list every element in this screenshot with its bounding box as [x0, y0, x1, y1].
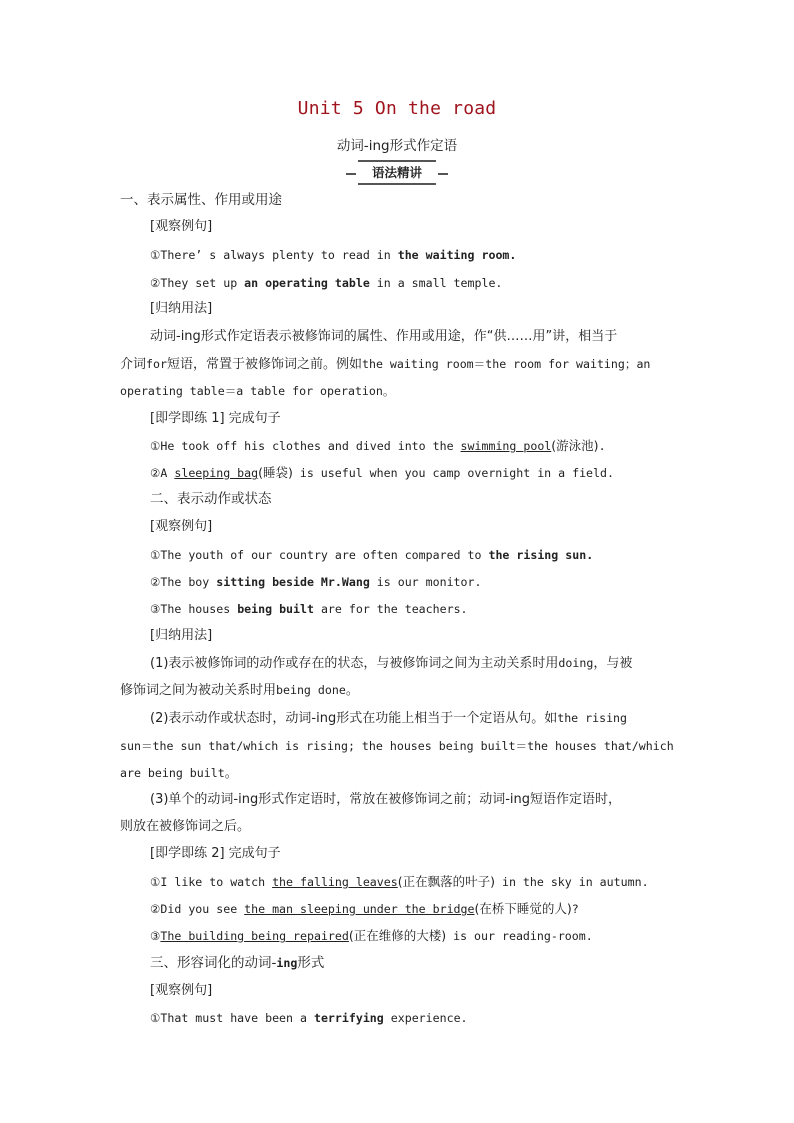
usage-text-1-line-3: operating table＝a table for operation。: [120, 384, 395, 398]
example-sentence-2-2: ②The boy sitting beside Mr.Wang is our monitor.: [150, 575, 482, 589]
practice-sentence-1-2: ②A sleeping bag(睡袋) is useful when you camp overnight in a field.: [150, 465, 614, 480]
practice-sentence-2-3: ③The building being repaired(正在维修的大楼) is our reading-room.: [150, 928, 593, 943]
observe-label-1: [观察例句]: [150, 219, 213, 234]
example-sentence-2-1: ①The youth of our country are often compared to the rising sun.: [150, 548, 594, 562]
observe-label-3: [观察例句]: [150, 983, 213, 998]
practice-sentence-1-1: ①He took off his clothes and dived into the swimming pool(游泳池).: [150, 438, 606, 453]
rule-1-line-1: (1)表示被修饰词的动作或存在的状态，与被修饰词之间为主动关系时用doing，与被: [150, 656, 633, 671]
rule-2-line-2: sun＝the sun that/which is rising; the houses being built＝the houses that/which: [120, 739, 674, 753]
usage-label-2: [归纳用法]: [150, 628, 213, 643]
observe-label-2: [观察例句]: [150, 519, 213, 534]
practice-label-2: [即学即练 2] 完成句子: [150, 846, 281, 861]
usage-text-1-line-2: 介词for短语，常置于被修饰词之前。例如the waiting room＝the room for waiting；an: [120, 357, 651, 372]
practice-label-1: [即学即练 1] 完成句子: [150, 411, 281, 426]
section-heading-2: 二、表示动作或状态: [150, 491, 272, 507]
practice-sentence-2-1: ①I like to watch the falling leaves(正在飘落的叶子) in the sky in autumn.: [150, 874, 649, 889]
usage-label-1: [归纳用法]: [150, 301, 213, 316]
page-title: Unit 5 On the road: [297, 98, 497, 119]
usage-text-1-line-1: 动词-ing形式作定语表示被修饰词的属性、作用或用途，作“供……用”讲，相当于: [150, 329, 618, 344]
section-heading-1: 一、表示属性、作用或用途: [120, 192, 282, 208]
section-badge: 语法精讲: [358, 160, 436, 185]
rule-3-line-2: 则放在被修饰词之后。: [120, 819, 251, 834]
example-sentence-1-2: ②They set up an operating table in a small temple.: [150, 276, 503, 290]
example-sentence-2-3: ③The houses being built are for the teachers.: [150, 602, 468, 616]
section-heading-3: 三、形容词化的动词-ing形式: [150, 955, 325, 971]
page-subtitle: 动词-ing形式作定语: [336, 138, 458, 154]
rule-3-line-1: (3)单个的动词-ing形式作定语时，常放在被修饰词之前；动词-ing短语作定语时，: [150, 792, 622, 807]
practice-sentence-2-2: ②Did you see the man sleeping under the bridge(在桥下睡觉的人)?: [150, 901, 579, 916]
rule-1-line-2: 修饰词之间为被动关系时用being done。: [120, 683, 359, 698]
section-badge-wrap: [0, 160, 794, 185]
rule-2-line-1: (2)表示动作或状态时，动词-ing形式在功能上相当于一个定语从句。如the rising: [150, 711, 628, 726]
rule-2-line-3: are being built。: [120, 766, 238, 781]
example-sentence-1-1: ①There’ s always plenty to read in the waiting room.: [150, 248, 517, 262]
example-sentence-3-1: ①That must have been a terrifying experience.: [150, 1011, 468, 1025]
